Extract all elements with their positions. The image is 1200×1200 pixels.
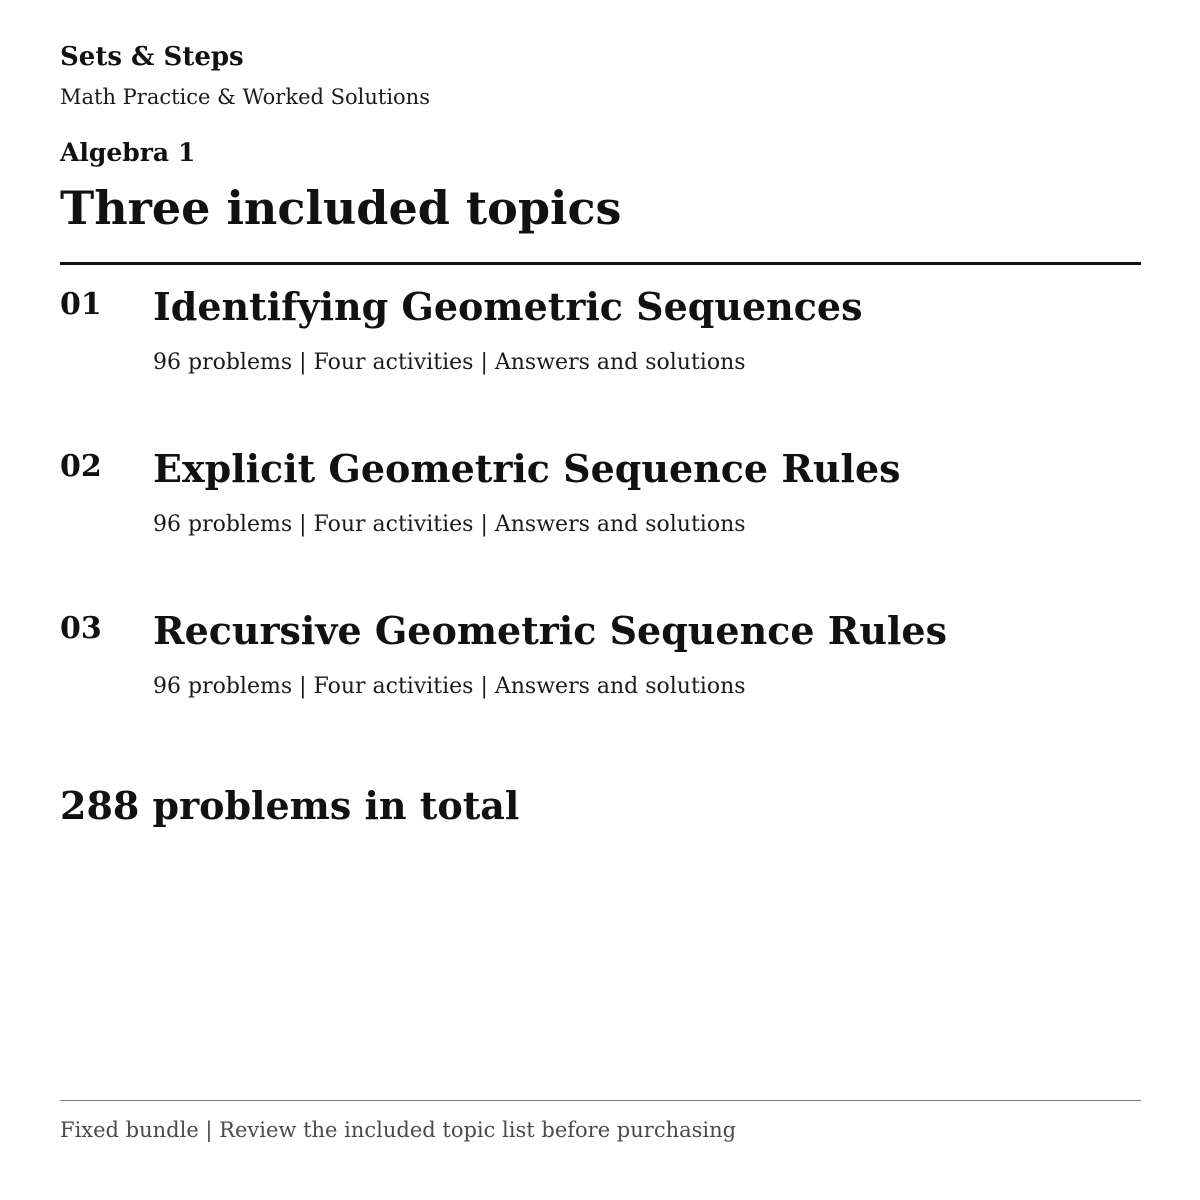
topic-number: 03 [60, 611, 102, 646]
brand-tagline: Math Practice & Worked Solutions [60, 85, 430, 109]
topic-item [60, 286, 1141, 406]
footer-divider [60, 1100, 1141, 1101]
footer-note: Fixed bundle | Review the included topic list before purchasing [60, 1118, 737, 1142]
topic-meta: 96 problems | Four activities | Answers and solutions [153, 350, 746, 375]
topic-number: 01 [60, 287, 102, 322]
topic-title: Explicit Geometric Sequence Rules [153, 446, 901, 491]
topic-number: 02 [60, 449, 102, 484]
topic-title: Recursive Geometric Sequence Rules [153, 608, 947, 653]
subject-label: Algebra 1 [60, 138, 196, 167]
topic-meta: 96 problems | Four activities | Answers and solutions [153, 512, 746, 537]
topic-meta: 96 problems | Four activities | Answers and solutions [153, 674, 746, 699]
title-divider [60, 262, 1141, 265]
topic-item [60, 610, 1141, 730]
page-title: Three included topics [60, 181, 622, 235]
brand-name: Sets & Steps [60, 42, 244, 72]
topic-item [60, 448, 1141, 568]
topic-title: Identifying Geometric Sequences [153, 284, 863, 329]
total-problems: 288 problems in total [60, 783, 520, 828]
